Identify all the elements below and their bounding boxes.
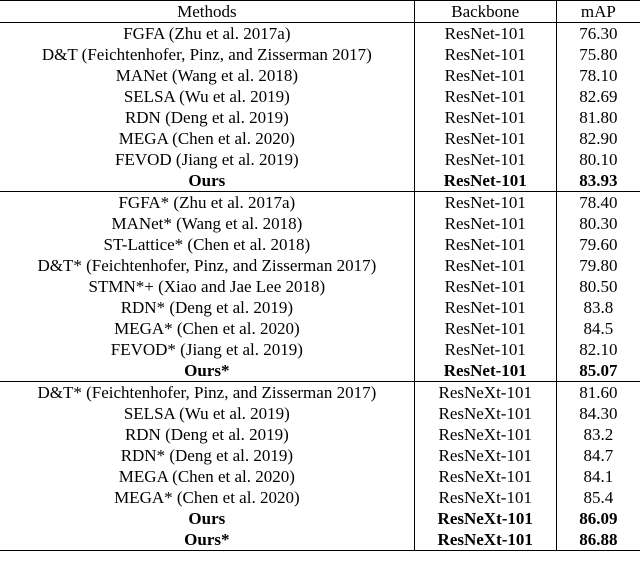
- map-cell: 84.7: [583, 446, 614, 465]
- table-row: [0, 276, 640, 297]
- backbone-cell: ResNet-101: [414, 234, 556, 255]
- map-cell: 80.30: [579, 214, 618, 233]
- table-row: [0, 529, 640, 551]
- map-cell: 76.30: [579, 24, 618, 43]
- method-cell: MEGA* (Chen et al. 2020): [0, 318, 414, 339]
- map-cell: 80.10: [579, 150, 618, 169]
- map-cell: 84.30: [579, 404, 618, 423]
- method-cell: D&T* (Feichtenhofer, Pinz, and Zisserman 2017): [0, 382, 414, 404]
- backbone-cell: ResNet-101: [414, 23, 556, 45]
- method-cell: Ours*: [0, 360, 414, 382]
- method-cell: ST-Lattice* (Chen et al. 2018): [0, 234, 414, 255]
- table-row: [0, 466, 640, 487]
- method-cell: RDN (Deng et al. 2019): [0, 107, 414, 128]
- backbone-cell: ResNet-101: [414, 360, 556, 382]
- table-row: [0, 107, 640, 128]
- method-cell: Ours*: [0, 529, 414, 551]
- method-cell: D&T* (Feichtenhofer, Pinz, and Zisserman 2017): [0, 255, 414, 276]
- method-cell: MEGA (Chen et al. 2020): [0, 466, 414, 487]
- table-row: [0, 213, 640, 234]
- table-row: [0, 23, 640, 45]
- table-row: [0, 445, 640, 466]
- table-row: [0, 149, 640, 170]
- method-cell: RDN (Deng et al. 2019): [0, 424, 414, 445]
- backbone-cell: ResNeXt-101: [414, 403, 556, 424]
- table-row: [0, 170, 640, 192]
- table-row: [0, 508, 640, 529]
- method-cell: MEGA (Chen et al. 2020): [0, 128, 414, 149]
- method-cell: D&T (Feichtenhofer, Pinz, and Zisserman 2017): [0, 44, 414, 65]
- method-cell: Ours: [0, 170, 414, 192]
- method-cell: SELSA (Wu et al. 2019): [0, 86, 414, 107]
- backbone-cell: ResNet-101: [414, 297, 556, 318]
- map-cell: 82.10: [579, 340, 618, 359]
- table-group: [0, 382, 640, 551]
- map-cell: 81.80: [579, 108, 618, 127]
- method-cell: MANet (Wang et al. 2018): [0, 65, 414, 86]
- table-row: [0, 403, 640, 424]
- backbone-cell: ResNet-101: [414, 44, 556, 65]
- backbone-cell: ResNeXt-101: [414, 382, 556, 404]
- backbone-cell: ResNet-101: [414, 86, 556, 107]
- backbone-cell: ResNeXt-101: [414, 508, 556, 529]
- backbone-cell: ResNeXt-101: [414, 487, 556, 508]
- header-backbone: Backbone: [414, 1, 556, 23]
- map-cell: 80.50: [579, 277, 618, 296]
- map-cell: 85.07: [579, 361, 618, 380]
- backbone-cell: ResNet-101: [414, 107, 556, 128]
- method-cell: MEGA* (Chen et al. 2020): [0, 487, 414, 508]
- method-cell: MANet* (Wang et al. 2018): [0, 213, 414, 234]
- backbone-cell: ResNet-101: [414, 170, 556, 192]
- method-cell: Ours: [0, 508, 414, 529]
- header-row: [0, 1, 640, 23]
- method-cell: FEVOD (Jiang et al. 2019): [0, 149, 414, 170]
- backbone-cell: ResNet-101: [414, 149, 556, 170]
- table-row: [0, 424, 640, 445]
- method-cell: RDN* (Deng et al. 2019): [0, 297, 414, 318]
- table-row: [0, 44, 640, 65]
- table-group: [0, 192, 640, 382]
- backbone-cell: ResNet-101: [414, 255, 556, 276]
- method-cell: STMN*+ (Xiao and Jae Lee 2018): [0, 276, 414, 297]
- method-cell: FEVOD* (Jiang et al. 2019): [0, 339, 414, 360]
- map-cell: 78.10: [579, 66, 618, 85]
- map-cell: 82.69: [579, 87, 618, 106]
- backbone-cell: ResNet-101: [414, 128, 556, 149]
- method-cell: SELSA (Wu et al. 2019): [0, 403, 414, 424]
- backbone-cell: ResNet-101: [414, 213, 556, 234]
- method-cell: RDN* (Deng et al. 2019): [0, 445, 414, 466]
- map-cell: 83.2: [583, 425, 614, 444]
- table-row: [0, 234, 640, 255]
- backbone-cell: ResNet-101: [414, 339, 556, 360]
- header-map: mAP: [556, 1, 640, 23]
- map-cell: 79.80: [579, 256, 618, 275]
- header-methods: Methods: [0, 1, 414, 23]
- table-row: [0, 318, 640, 339]
- map-cell: 86.09: [579, 509, 618, 528]
- method-cell: FGFA (Zhu et al. 2017a): [0, 23, 414, 45]
- table-row: [0, 86, 640, 107]
- map-cell: 83.93: [579, 171, 618, 190]
- map-cell: 84.5: [583, 319, 614, 338]
- table-row: [0, 297, 640, 318]
- backbone-cell: ResNeXt-101: [414, 445, 556, 466]
- backbone-cell: ResNeXt-101: [414, 529, 556, 551]
- table-row: [0, 192, 640, 214]
- map-cell: 75.80: [579, 45, 618, 64]
- map-cell: 78.40: [556, 192, 640, 214]
- table-row: [0, 382, 640, 404]
- table-row: [0, 128, 640, 149]
- backbone-cell: ResNet-101: [414, 65, 556, 86]
- table-row: [0, 487, 640, 508]
- backbone-cell: ResNeXt-101: [414, 466, 556, 487]
- backbone-cell: ResNet-101: [414, 192, 556, 214]
- table-row: [0, 339, 640, 360]
- table-row: [0, 360, 640, 382]
- map-cell: 85.4: [583, 488, 614, 507]
- table-row: [0, 255, 640, 276]
- table-group: [0, 23, 640, 192]
- map-cell: 82.90: [579, 129, 618, 148]
- table-row: [0, 65, 640, 86]
- backbone-cell: ResNet-101: [414, 318, 556, 339]
- map-cell: 81.60: [556, 382, 640, 404]
- backbone-cell: ResNeXt-101: [414, 424, 556, 445]
- map-cell: 83.8: [583, 298, 614, 317]
- map-cell: 84.1: [583, 467, 614, 486]
- backbone-cell: ResNet-101: [414, 276, 556, 297]
- method-cell: FGFA* (Zhu et al. 2017a): [0, 192, 414, 214]
- map-cell: 86.88: [556, 529, 640, 551]
- map-cell: 79.60: [579, 235, 618, 254]
